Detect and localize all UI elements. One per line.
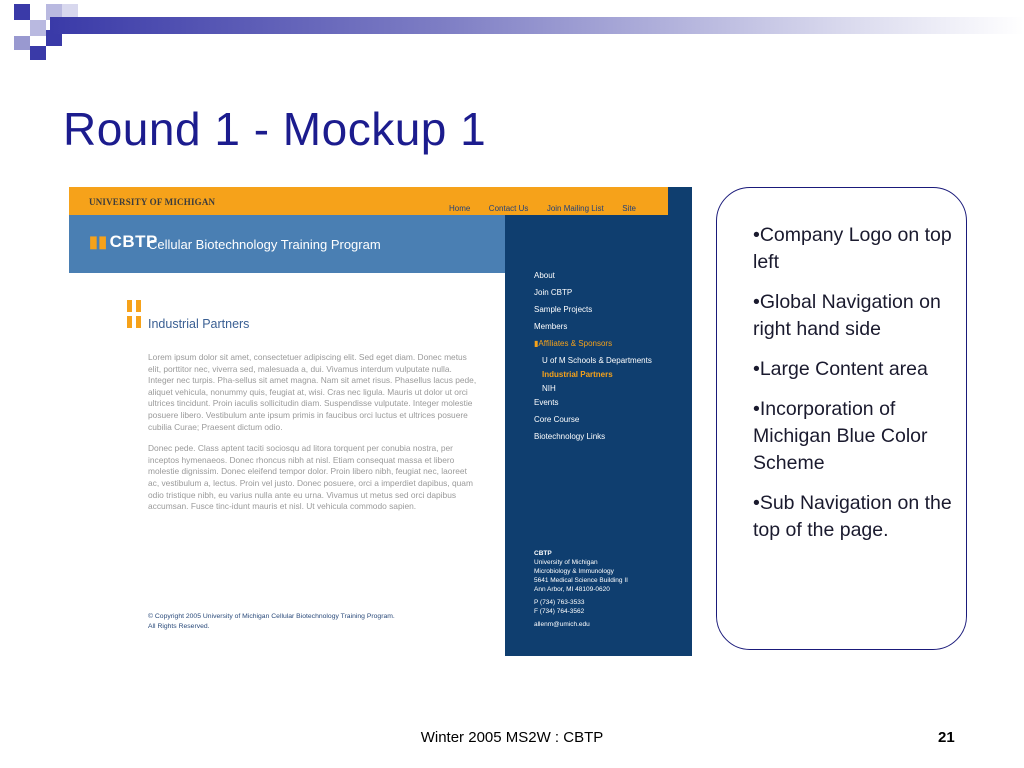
nav-mailing-list-link[interactable]: Join Mailing List bbox=[546, 204, 604, 213]
menu-item-members[interactable]: Members bbox=[534, 322, 568, 331]
menu-item-about[interactable]: About bbox=[534, 271, 555, 280]
contact-fax: F (734) 764-3562 bbox=[534, 608, 585, 615]
header-gradient-bar bbox=[50, 17, 1024, 34]
submenu-item-schools[interactable]: U of M Schools & Departments bbox=[542, 356, 652, 365]
university-name: UNIVERSITY OF MICHIGAN bbox=[89, 197, 216, 207]
contact-phone: P (734) 763-3533 bbox=[534, 599, 585, 606]
slide-footer: Winter 2005 MS2W : CBTP bbox=[420, 729, 604, 746]
page-number: 21 bbox=[938, 729, 955, 746]
copyright-line: © Copyright 2005 University of Michigan Cellular Biotechnology Training Program. bbox=[148, 613, 395, 620]
menu-item-events[interactable]: Events bbox=[534, 398, 559, 407]
logo-text: CBTP bbox=[109, 232, 158, 251]
decor-square bbox=[14, 36, 30, 50]
submenu-item-nih[interactable]: NIH bbox=[542, 384, 556, 393]
active-marker-icon: ▮ bbox=[534, 339, 539, 348]
contact-line: University of Michigan bbox=[534, 559, 598, 566]
menu-item-join[interactable]: Join CBTP bbox=[534, 288, 573, 297]
mockup-banner bbox=[69, 215, 505, 273]
feature-bullet: •Sub Navigation on the top of the page. bbox=[753, 492, 952, 541]
contact-line: Microbiology & Immunology bbox=[534, 568, 614, 575]
content-body bbox=[148, 352, 478, 523]
website-mockup bbox=[69, 187, 692, 656]
decor-square bbox=[14, 4, 30, 20]
feature-callout bbox=[716, 187, 967, 650]
nav-contact-link[interactable]: Contact Us bbox=[488, 204, 529, 213]
decor-square bbox=[30, 46, 46, 60]
menu-item-sample-projects[interactable]: Sample Projects bbox=[534, 305, 593, 314]
copyright bbox=[148, 612, 395, 632]
program-name: Cellular Biotechnology Training Program bbox=[148, 237, 381, 252]
contact-name: CBTP bbox=[534, 550, 552, 557]
menu-item-biotech-links[interactable]: Biotechnology Links bbox=[534, 432, 606, 441]
section-bars-icon bbox=[127, 300, 143, 330]
decor-square bbox=[30, 20, 46, 36]
nav-home-link[interactable]: Home bbox=[449, 204, 471, 213]
contact-email[interactable]: allenm@umich.edu bbox=[534, 621, 590, 628]
feature-bullet: •Large Content area bbox=[753, 358, 928, 380]
nav-site-index-link[interactable]: Site bbox=[622, 204, 636, 213]
section-title: Industrial Partners bbox=[148, 317, 250, 331]
feature-bullet: •Incorporation of Michigan Blue Color Scheme bbox=[753, 398, 928, 474]
content-paragraph: Donec pede. Class aptent taciti sociosqu ad litora torquent per conubia nostra, per inceptos hymenaeos. Donec rhoncus nibh at nisl. Etiam consequat massa et libero molestie dignissim. Donec eleifend tempor dolor. Proin libero nibh, feugiat nec, laoreet ac, vestibulum a, lectus. Proin vel justo. Donec posuere, orci a imperdiet dapibus, quam odio tristique nibh, eu varius nulla ante eu urna. Vivamus ut metus sed orci dapibus accumsan. Fusce tinc-idunt mauris et nisl. Ut vehicula commodo sapien. bbox=[148, 443, 473, 512]
slide-title: Round 1 - Mockup 1 bbox=[63, 103, 487, 155]
feature-bullet: •Global Navigation on right hand side bbox=[753, 291, 941, 340]
menu-item-affiliates-label: Affiliates & Sponsors bbox=[538, 339, 613, 348]
contact-line: 5641 Medical Science Building II bbox=[534, 577, 628, 584]
sidebar-menu bbox=[534, 271, 652, 449]
contact-block bbox=[534, 549, 628, 629]
feature-bullet: •Company Logo on top left bbox=[753, 224, 952, 273]
menu-item-core-course[interactable]: Core Course bbox=[534, 415, 580, 424]
feature-list bbox=[753, 222, 953, 557]
logo-bars-icon: ▮▮ bbox=[89, 234, 108, 251]
content-paragraph: Lorem ipsum dolor sit amet, consectetuer adipiscing elit. Sed eget diam. Donec metus elit, porttitor nec, viverra sed, malesuada a, dui. Vivamus interdum vulputate nulla. Integer nec turpis. Pha-sellus sit amet magna. Nam sit amet risus. Phasellus lacus pede, aliquet vehicula, nonummy quis, feugiat at, wisi. Cras nec ligula. Mauris ut dolor ut orci ultrices tincidunt. Proin iaculis sollicitudin diam. Suspendisse vulputate. Integer molestie posuere libero. Vestibulum ante ipsum primis in faucibus orci luctus et ultrices posuere cubilia Curae; Praesent dictum odio. bbox=[148, 352, 477, 432]
submenu-item-industrial-partners[interactable]: Industrial Partners bbox=[542, 370, 613, 379]
copyright-line: All Rights Reserved. bbox=[148, 623, 210, 630]
contact-line: Ann Arbor, MI 48109-0620 bbox=[534, 586, 610, 593]
mockup-top-bar bbox=[69, 187, 668, 215]
menu-item-affiliates[interactable] bbox=[534, 339, 652, 356]
